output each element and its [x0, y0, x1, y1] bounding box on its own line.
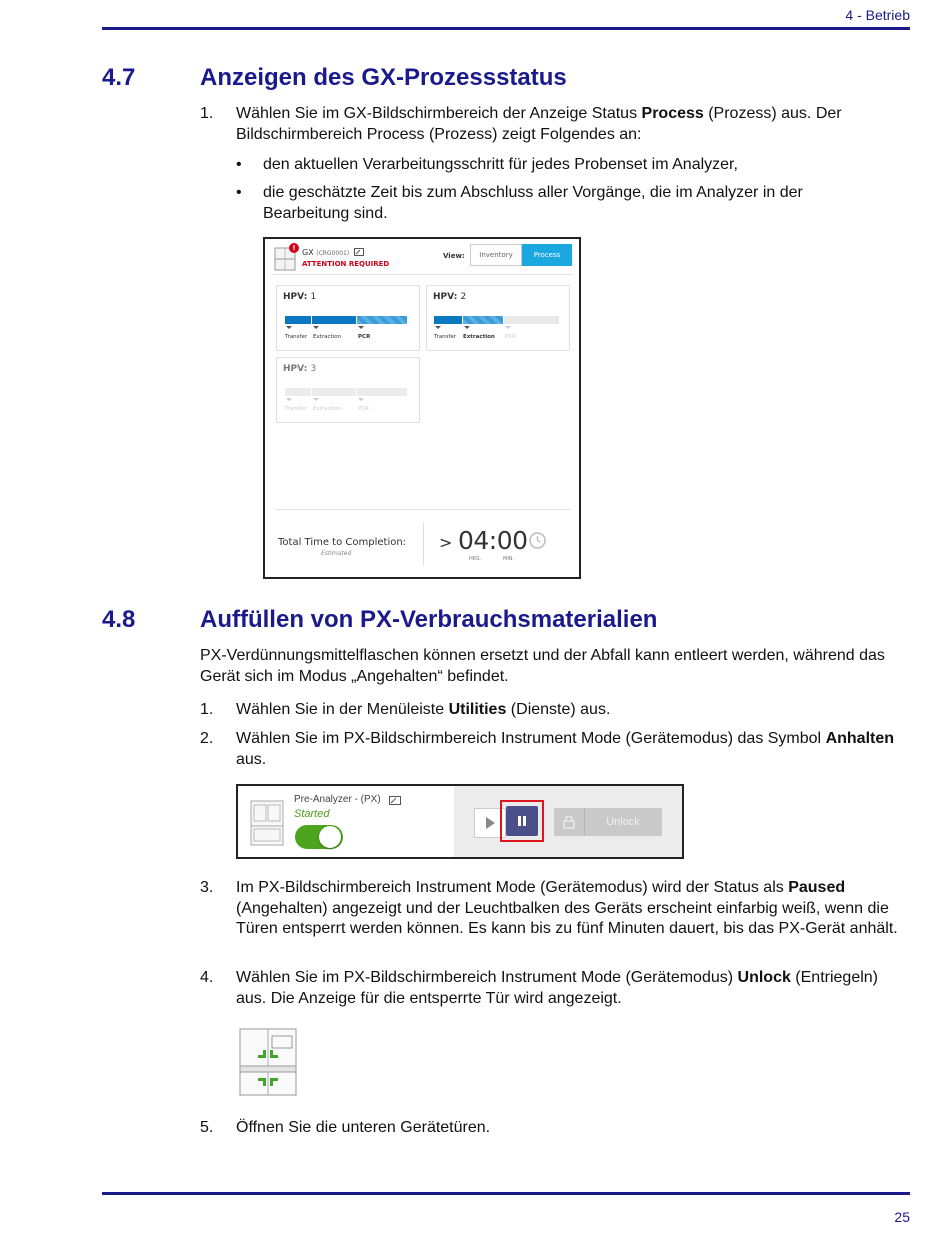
lock-icon	[563, 816, 575, 829]
caret-icon	[313, 326, 319, 329]
clock-icon	[529, 532, 546, 549]
connection-icon	[354, 248, 364, 256]
stage-label: PCR	[358, 334, 371, 340]
step-item	[200, 968, 912, 1009]
step-number: 4.	[200, 969, 214, 986]
stage-label: PCR	[505, 334, 516, 340]
pause-icon	[506, 806, 538, 836]
caret-icon	[313, 398, 319, 401]
step-text: Im PX-Bildschirmbereich Instrument Mode (Gerätemodus) wird der Status als Paused (Angehalten) angezeigt und der Leuchtbalken des Geräts erscheint einfarbig weiß, wenn die Türen entsperrt werden können. Es kann bis zu fünf Minuten dauert, bis das PX-Gerät anhält.	[236, 879, 898, 937]
progress-segment	[504, 316, 559, 324]
stage-label: Transfer	[434, 334, 457, 340]
stage-label: Transfer	[285, 334, 308, 340]
alert-badge: !	[289, 243, 299, 253]
step-number: 5.	[200, 1119, 214, 1136]
stage-label: Extraction	[313, 406, 342, 412]
page-number: 25	[894, 1209, 910, 1225]
process-card[interactable]	[276, 285, 420, 351]
step-text: Wählen Sie im PX-Bildschirmbereich Instrument Mode (Gerätemodus) Unlock (Entriegeln) aus. Die Anzeige für die entsperrte Tür wird angezeigt.	[236, 969, 879, 1007]
progress-segment	[434, 316, 462, 324]
stage-label: Extraction	[313, 334, 342, 340]
divider	[271, 274, 573, 275]
process-card[interactable]	[426, 285, 570, 351]
unlock-button[interactable]	[554, 808, 662, 836]
tab-inventory[interactable]: Inventory	[470, 244, 522, 266]
caret-icon	[358, 398, 364, 401]
bullet-glyph: •	[236, 156, 242, 173]
min-label: MIN.	[503, 556, 515, 562]
caret-icon	[435, 326, 441, 329]
progress-segment	[312, 316, 356, 324]
caret-icon	[464, 326, 470, 329]
view-label: View:	[443, 252, 465, 260]
instrument-title: Pre-Analyzer - (PX)	[294, 794, 381, 805]
mode-toggle[interactable]	[295, 825, 343, 849]
step-text: Öffnen Sie die unteren Gerätetüren.	[236, 1119, 491, 1136]
step-text: Wählen Sie in der Menüleiste Utilities (Dienste) aus.	[236, 701, 611, 718]
progress-segment	[312, 388, 356, 396]
gx-process-screenshot	[263, 237, 581, 579]
step-number: 1.	[200, 105, 214, 122]
toggle-knob	[319, 826, 341, 848]
total-time-label: Total Time to Completion:	[278, 537, 407, 548]
pre-analyzer-icon	[250, 800, 284, 846]
bullet-glyph: •	[236, 184, 242, 201]
stage-label: Transfer	[285, 406, 308, 412]
section-title: Anzeigen des GX-Prozessstatus	[200, 64, 567, 91]
caret-icon	[505, 326, 511, 329]
progress-segment	[357, 388, 407, 396]
tab-process[interactable]: Process	[522, 244, 572, 266]
section-number: 4.8	[102, 606, 136, 633]
estimated-label: Estimated	[321, 550, 352, 557]
card-title: HPV: 3	[283, 364, 317, 374]
progress-segment	[285, 316, 311, 324]
greater-than: >	[439, 533, 453, 552]
caret-icon	[286, 398, 292, 401]
process-card[interactable]	[276, 357, 420, 423]
intro-paragraph: PX-Verdünnungsmittelflaschen können ersetzt und der Abfall kann entleert werden, während das Gerät sich im Modus „Angehalten“ befindet.	[200, 647, 885, 685]
instrument-name: GX (CRG0001)	[302, 248, 350, 257]
step-item	[200, 729, 912, 770]
section-title: Auffüllen von PX-Verbrauchsmaterialien	[200, 606, 658, 633]
status-text: Started	[294, 808, 330, 820]
bullet-item: • den aktuellen Verarbeitungsschritt für jedes Probenset im Analyzer,	[236, 156, 738, 173]
section-number: 4.7	[102, 64, 136, 91]
pause-button[interactable]	[506, 806, 538, 836]
footer-rule	[102, 1192, 910, 1195]
unlocked-door-indicator-icon	[239, 1028, 297, 1096]
hrs-label: HRS.	[469, 556, 481, 562]
connection-icon	[389, 796, 401, 805]
running-header: 4 - Betrieb	[845, 7, 910, 23]
card-title: HPV: 2	[433, 292, 467, 302]
caret-icon	[358, 326, 364, 329]
step-text: Wählen Sie im GX-Bildschirmbereich der Anzeige Status Process (Prozess) aus. Der Bildschirmbereich Process (Prozess) zeigt Folgendes an:	[236, 105, 842, 143]
px-mode-screenshot	[236, 784, 684, 859]
caret-icon	[286, 326, 292, 329]
step-number: 2.	[200, 730, 214, 747]
step-item	[200, 878, 912, 940]
step-item	[200, 104, 912, 145]
step-item	[200, 700, 912, 721]
progress-segment-active	[463, 316, 503, 324]
progress-segment	[285, 388, 311, 396]
attention-text: ATTENTION REQUIRED	[302, 260, 390, 268]
stage-label: PCR	[358, 406, 369, 412]
step-number: 1.	[200, 701, 214, 718]
card-title: HPV: 1	[283, 292, 317, 302]
stage-label: Extraction	[463, 334, 495, 340]
divider	[275, 509, 571, 510]
step-number: 3.	[200, 879, 214, 896]
progress-segment-active	[357, 316, 407, 324]
step-text: Wählen Sie im PX-Bildschirmbereich Instrument Mode (Gerätemodus) das Symbol Anhalten aus.	[236, 730, 895, 768]
divider	[423, 523, 424, 565]
header-rule	[102, 27, 910, 30]
time-remaining: 04:00	[458, 526, 528, 555]
step-item	[200, 1118, 912, 1139]
bullet-item: • die geschätzte Zeit bis zum Abschluss aller Vorgänge, die im Analyzer in der Bearbeitung sind.	[236, 184, 803, 222]
unlock-label: Unlock	[606, 816, 640, 828]
